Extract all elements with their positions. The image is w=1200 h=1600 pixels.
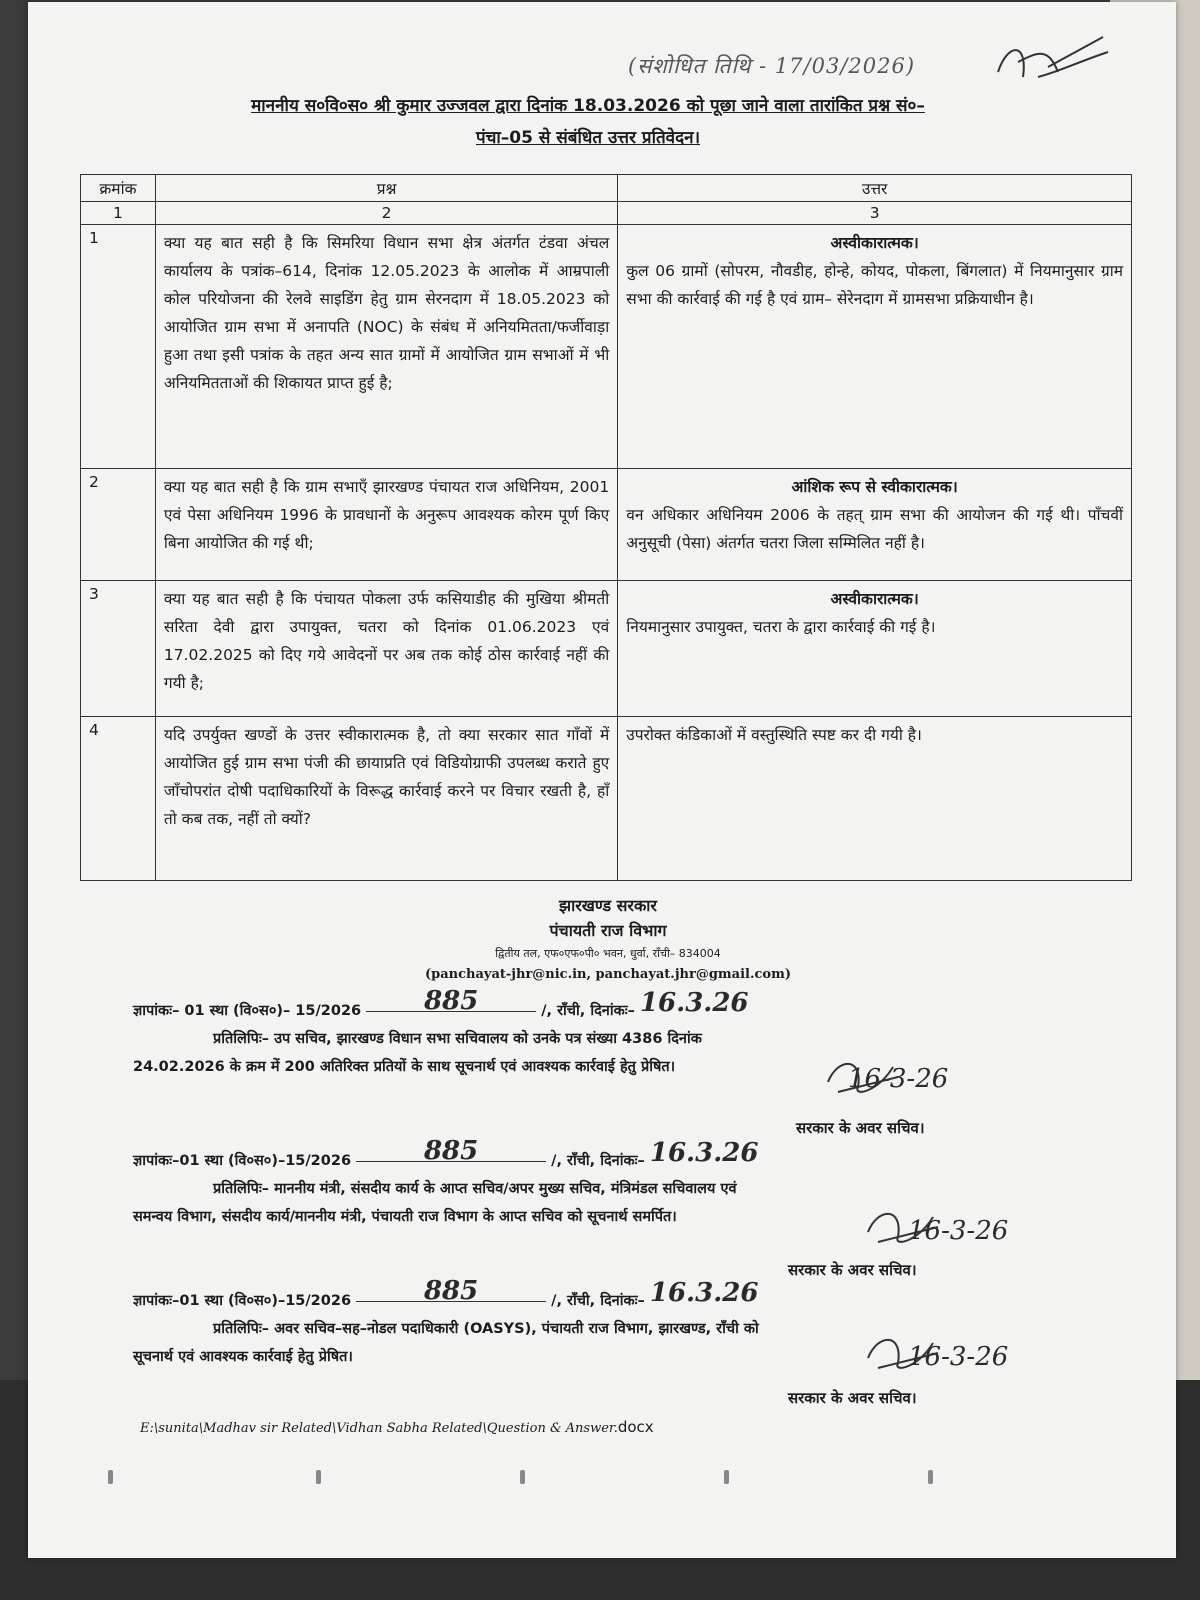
subheader-1: 1: [81, 202, 156, 225]
table-subheader-row: [81, 202, 1132, 225]
row-number: 4: [81, 717, 156, 881]
memo-number: 885: [356, 1141, 546, 1162]
memo-number: 885: [366, 991, 536, 1012]
memo-copy-cont: सूचनार्थ एवं आवश्यक कार्रवाई हेतु प्रेषित।: [133, 1349, 353, 1365]
memo-ref-line: [133, 986, 749, 1022]
row-question: यदि उपर्युक्त खण्डों के उत्तर स्वीकारात्मक है, तो क्या सरकार सात गाँवों में आयोजित हुई ग्राम सभा पंजी की छायाप्रति एवं विडियोग्राफी उपलब्ध कराते हुए जाँचोपरांत दोषी पदाधिकारियों के विरूद्ध कार्रवाई करने पर विचार रखती है, हाँ तो कब तक, नहीं तो क्यों?: [155, 717, 617, 881]
memo-place: /, राँची, दिनांकः–: [551, 1153, 645, 1169]
header-question: प्रश्न: [155, 175, 617, 202]
memo-date: 16.3.26: [639, 988, 749, 1018]
header-serial: क्रमांक: [81, 175, 156, 202]
row-answer: [618, 469, 1132, 581]
signature-date: 16-3-26: [848, 1064, 949, 1094]
row-answer: [618, 581, 1132, 717]
signatory-title: सरकार के अवर सचिव।: [788, 1261, 917, 1279]
signatory-title: सरकार के अवर सचिव।: [796, 1119, 925, 1137]
answer-heading: अस्वीकारात्मक।: [830, 590, 919, 608]
answer-text: उपरोक्त कंडिकाओं में वस्तुस्थिति स्पष्ट कर दी गयी है।: [626, 726, 922, 744]
memo-ref-line: [133, 1276, 759, 1312]
punch-hole: [108, 1470, 113, 1484]
question-answer-table: [80, 174, 1132, 881]
memo-copy-cont: समन्वय विभाग, संसदीय कार्य/माननीय मंत्री, पंचायती राज विभाग के आप्त सचिव को सूचनार्थ समर्पित।: [133, 1209, 677, 1225]
punch-hole: [724, 1470, 729, 1484]
office-email: (panchayat-jhr@nic.in, panchayat.jhr@gmail.com): [425, 967, 791, 982]
initials-signature-icon: [988, 32, 1118, 92]
memo-ref: ज्ञापांकः–01 स्था (वि०स०)–15/2026: [133, 1153, 352, 1169]
memo-2: [133, 1136, 759, 1226]
signature-icon: [818, 1052, 908, 1102]
revised-date-note: (संशोधित तिथि - 17/03/2026): [628, 54, 916, 78]
document-page: [28, 2, 1176, 1558]
subheader-3: 3: [618, 202, 1132, 225]
row-number: 3: [81, 581, 156, 717]
memo-date: 16.3.26: [649, 1278, 759, 1308]
table-row: [81, 469, 1132, 581]
table-row: [81, 581, 1132, 717]
memo-copy: प्रतिलिपिः– माननीय मंत्री, संसदीय कार्य के आप्त सचिव/अपर मुख्य सचिव, मंत्रिमंडल सचिवालय एवं: [213, 1181, 737, 1197]
file-path-footer: [140, 1418, 654, 1436]
memo-3: [133, 1276, 759, 1366]
answer-text: वन अधिकार अधिनियम 2006 के तहत् ग्राम सभा की आयोजन की गई थी। पाँचवीं अनुसूची (पेसा) अंतर्गत चतरा जिला सम्मिलित नहीं है।: [626, 506, 1123, 552]
memo-place: /, राँची, दिनांकः–: [541, 1003, 635, 1019]
row-question: क्या यह बात सही है कि पंचायत पोकला उर्फ कसियाडीह की मुखिया श्रीमती सरिता देवी द्वारा उपायुक्त, चतरा को दिनांक 01.06.2023 एवं 17.02.2025 को दिए गये आवेदनों पर अब तक कोई ठोस कार्रवाई नहीं की गयी है;: [155, 581, 617, 717]
office-block: [328, 894, 888, 986]
file-path: E:\sunita\Madhav sir Related\Vidhan Sabha Related\Question & Answer.: [140, 1421, 618, 1436]
memo-copy: प्रतिलिपिः– उप सचिव, झारखण्ड विधान सभा सचिवालय को उनके पत्र संख्या 4386 दिनांक: [213, 1031, 702, 1047]
file-extension: docx: [617, 1418, 654, 1436]
table-row: [81, 717, 1132, 881]
signature-date: 16-3-26: [908, 1342, 1009, 1372]
row-answer: [618, 225, 1132, 469]
signatory-title: सरकार के अवर सचिव।: [788, 1389, 917, 1407]
header-answer: उत्तर: [618, 175, 1132, 202]
memo-1: [133, 986, 749, 1076]
row-number: 1: [81, 225, 156, 469]
punch-hole: [928, 1470, 933, 1484]
title-line-2: पंचा–05 से संबंधित उत्तर प्रतिवेदन।: [475, 128, 701, 148]
signature-date: 16-3-26: [908, 1216, 1009, 1246]
document-title: [108, 90, 1068, 154]
signature-icon: [858, 1328, 948, 1378]
row-question: क्या यह बात सही है कि ग्राम सभाएँ झारखण्ड पंचायत राज अधिनियम, 2001 एवं पेसा अधिनियम 1996 के प्रावधानों के अनुरूप आवश्यक कोरम पूर्ण किए बिना आयोजित की गई थी;: [155, 469, 617, 581]
subheader-2: 2: [155, 202, 617, 225]
memo-ref-line: [133, 1136, 759, 1172]
answer-heading: अस्वीकारात्मक।: [830, 234, 919, 252]
row-number: 2: [81, 469, 156, 581]
row-answer: [618, 717, 1132, 881]
answer-heading: आंशिक रूप से स्वीकारात्मक।: [791, 478, 958, 496]
memo-ref: ज्ञापांकः– 01 स्था (वि०स०)– 15/2026: [133, 1003, 362, 1019]
answer-text: नियमानुसार उपायुक्त, चतरा के द्वारा कार्रवाई की गई है।: [626, 618, 936, 636]
memo-copy-cont: 24.02.2026 के क्रम में 200 अतिरिक्त प्रतियों के साथ सूचनार्थ एवं आवश्यक कार्रवाई हेतु प्रेषित।: [133, 1059, 676, 1075]
memo-place: /, राँची, दिनांकः–: [551, 1293, 645, 1309]
department-name: पंचायती राज विभाग: [549, 921, 667, 940]
answer-text: कुल 06 ग्रामों (सोपरम, नौवडीह, होन्हे, कोयद, पोकला, बिंगलात) में नियमानुसार ग्राम सभा की कार्रवाई की गई है एवं ग्राम– सेरेनदाग में ग्रामसभा प्रक्रियाधीन है।: [626, 262, 1123, 308]
memo-copy: प्रतिलिपिः– अवर सचिव–सह–नोडल पदाधिकारी (OASYS), पंचायती राज विभाग, झारखण्ड, राँची को: [213, 1321, 759, 1337]
govt-name: झारखण्ड सरकार: [559, 896, 657, 915]
office-address: द्वितीय तल, एफ०एफ०पी० भवन, धुर्वा, राँची– 834004: [495, 947, 721, 960]
memo-number: 885: [356, 1281, 546, 1302]
table-row: [81, 225, 1132, 469]
signature-icon: [858, 1202, 948, 1252]
row-question: क्या यह बात सही है कि सिमरिया विधान सभा क्षेत्र अंतर्गत टंडवा अंचल कार्यालय के पत्रांक–614, दिनांक 12.05.2023 के आलोक में आम्रपाली कोल परियोजना की रेलवे साइडिंग हेतु ग्राम सेरनदाग में 18.05.2023 को आयोजित ग्राम सभा में अनापति (NOC) के संबंध में अनियमितता/फर्जीवाड़ा हुआ तथा इसी पत्रांक के तहत अन्य सात ग्रामों में आयोजित ग्राम सभाओं में भी अनियमितताओं की शिकायत प्राप्त हुई है;: [155, 225, 617, 469]
memo-date: 16.3.26: [649, 1138, 759, 1168]
punch-hole: [520, 1470, 525, 1484]
punch-hole: [316, 1470, 321, 1484]
memo-ref: ज्ञापांकः–01 स्था (वि०स०)–15/2026: [133, 1293, 352, 1309]
title-line-1: माननीय स०वि०स० श्री कुमार उज्जवल द्वारा दिनांक 18.03.2026 को पूछा जाने वाला तारांकित प्रश्न सं०–: [251, 96, 925, 116]
table-header-row: [81, 175, 1132, 202]
